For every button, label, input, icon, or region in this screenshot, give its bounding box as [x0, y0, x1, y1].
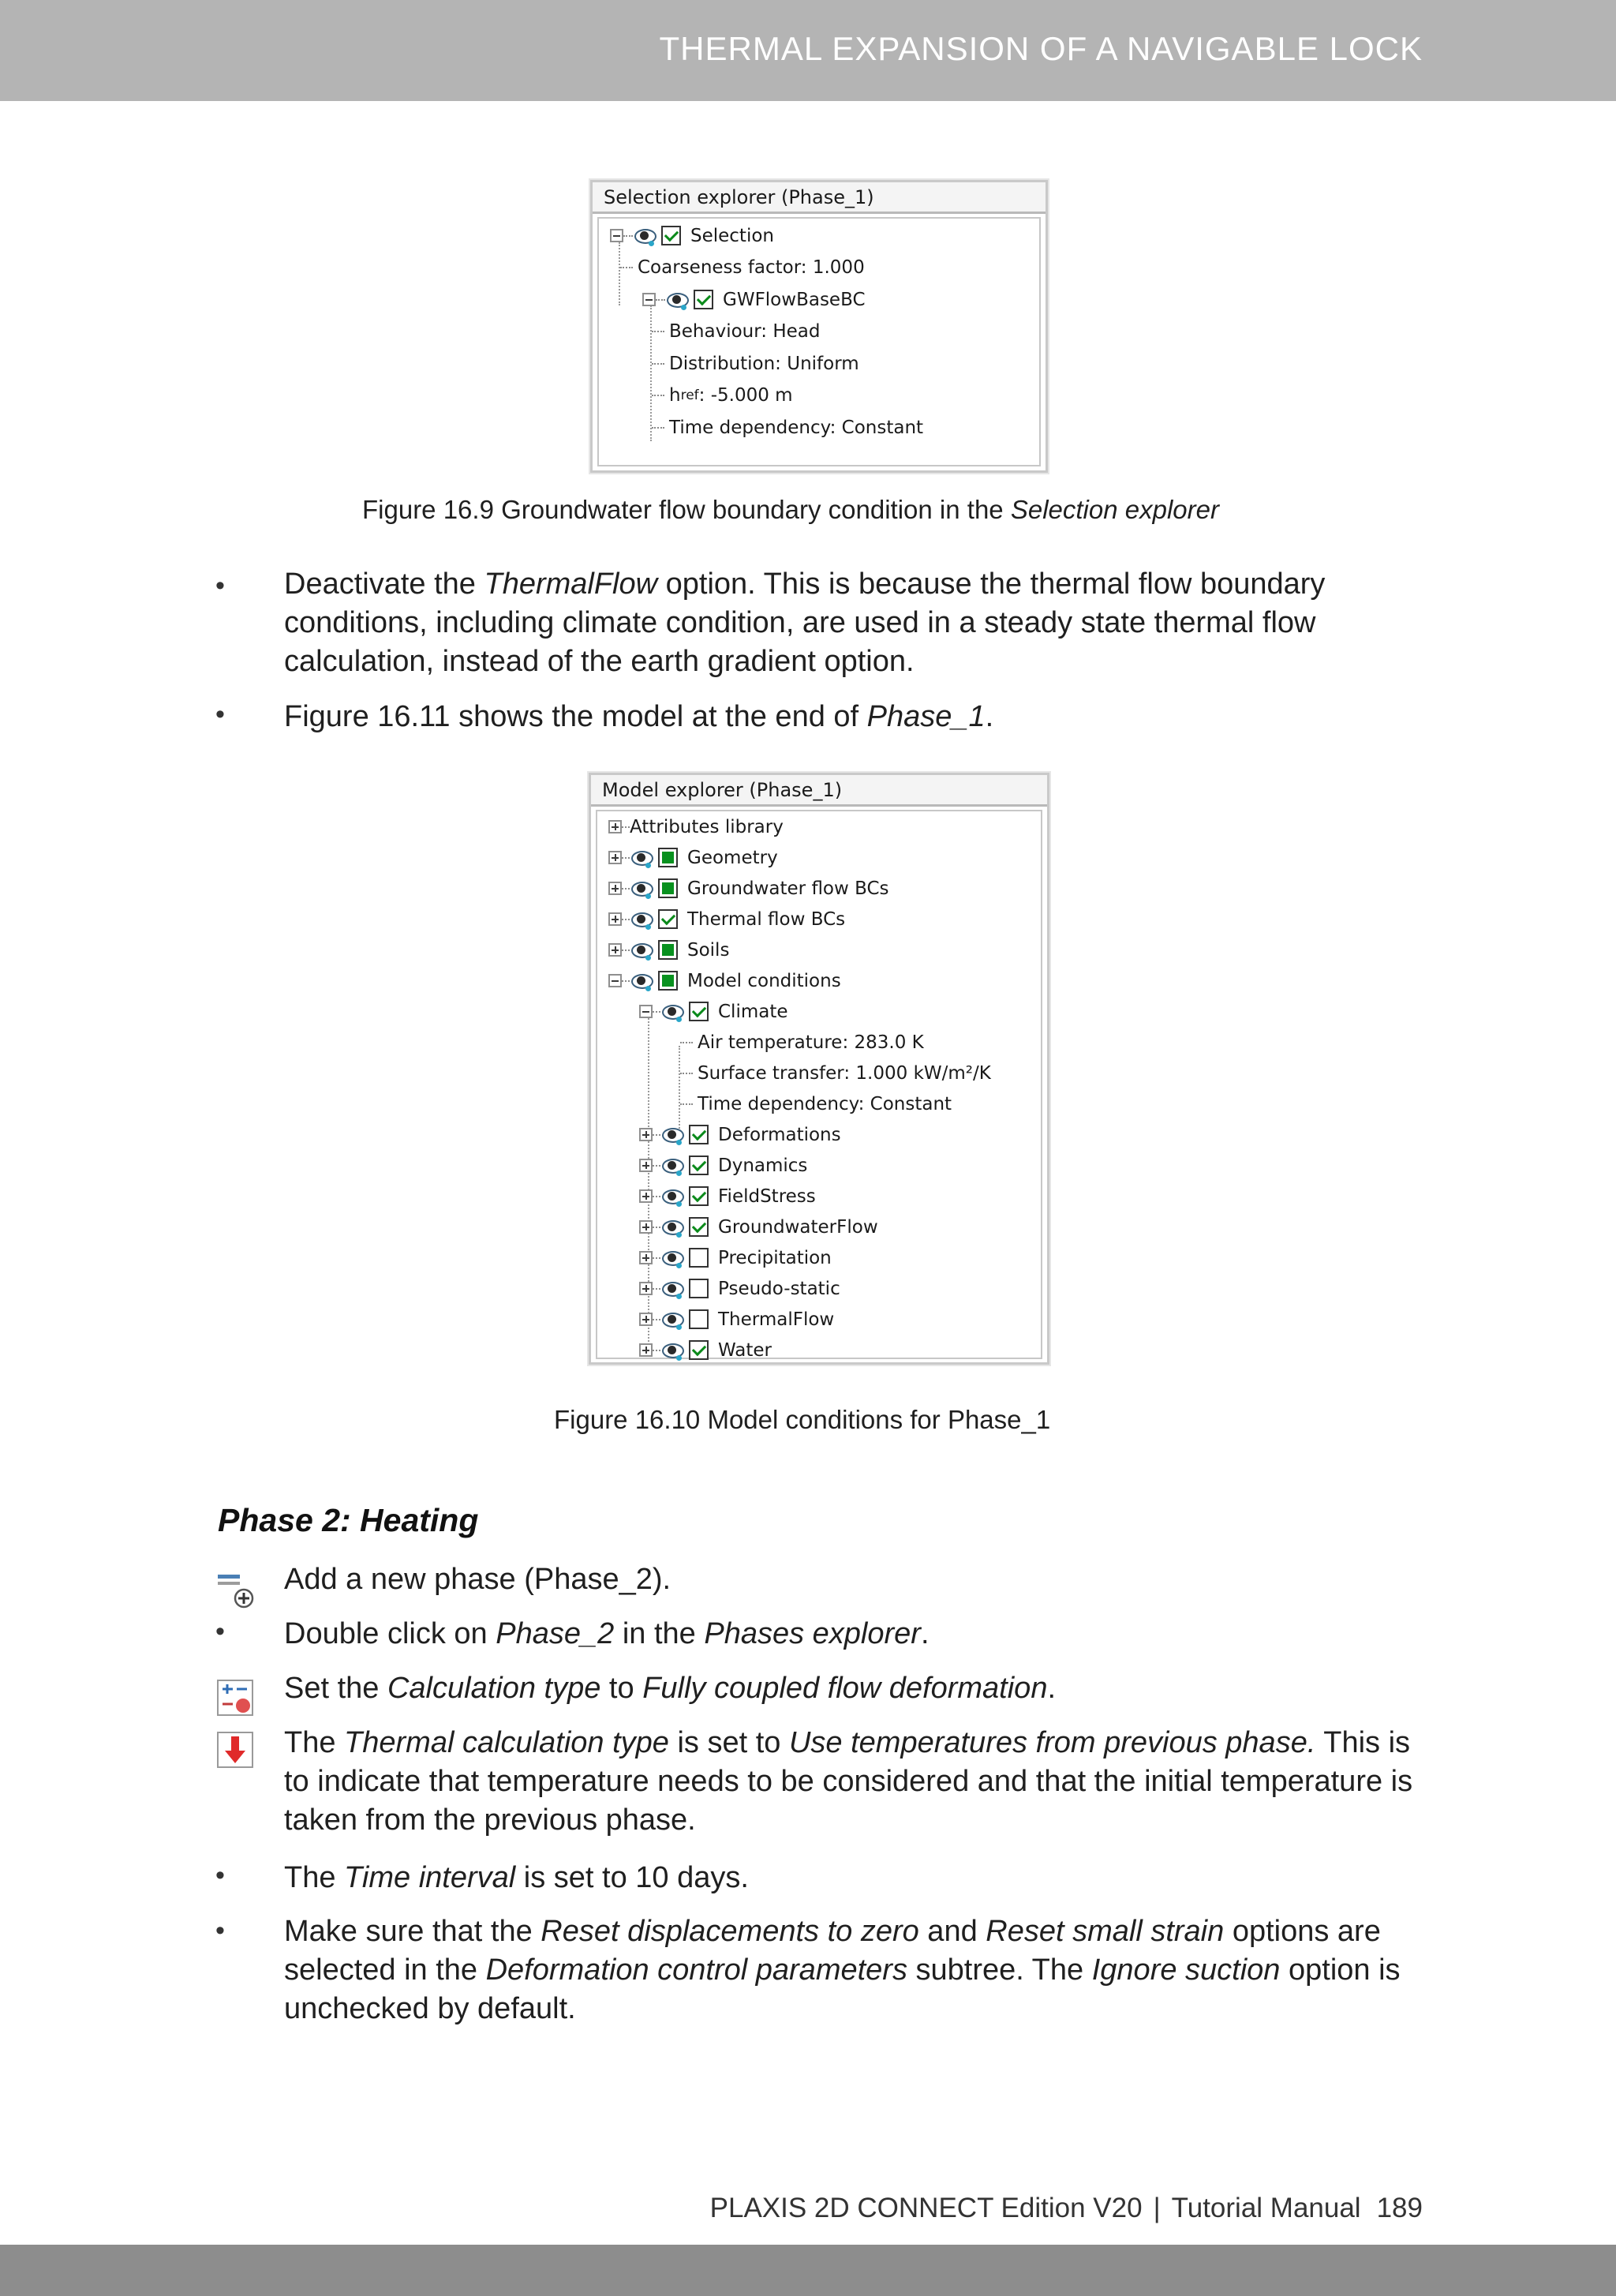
checkbox-checked[interactable] [694, 290, 713, 309]
expand-icon[interactable] [639, 1282, 653, 1295]
checkbox-unchecked[interactable] [689, 1309, 709, 1329]
collapse-icon[interactable] [642, 293, 656, 306]
expand-icon[interactable] [639, 1189, 653, 1203]
selection-explorer-title: Selection explorer (Phase_1) [593, 182, 1046, 214]
chapter-title: THERMAL EXPANSION OF A NAVIGABLE LOCK [659, 30, 1423, 67]
visibility-eye-icon[interactable] [660, 1249, 684, 1268]
tree-node-pseudo-static[interactable]: Pseudo-static [639, 1273, 840, 1304]
tree-node-model-conditions[interactable]: Model conditions [608, 965, 841, 996]
visibility-eye-icon[interactable] [660, 1310, 684, 1329]
checkbox-partial[interactable] [658, 848, 678, 867]
add-phase-icon [215, 1571, 255, 1610]
tree-node-groundwater-flow-bcs[interactable]: Groundwater flow BCs [608, 873, 889, 904]
checkbox-partial[interactable] [658, 878, 678, 898]
tree-leaf-time-dependency: Time dependency: Constant [680, 1088, 952, 1119]
paragraph-reset-options: Make sure that the Reset displacements to zero and Reset small strain options are selected in the Deformation control parameters subtree. The Ignore suction option is unchecked by default. [284, 1915, 1401, 2025]
footer-manual: Tutorial Manual [1171, 2193, 1361, 2223]
bullet-marker: • [215, 699, 225, 729]
calculation-type-icon [215, 1678, 255, 1717]
expand-icon[interactable] [608, 851, 622, 864]
bullet-marker: • [215, 1616, 225, 1646]
tree-node-dynamics[interactable]: Dynamics [639, 1150, 807, 1181]
tree-node-thermalflow[interactable]: ThermalFlow [639, 1304, 834, 1335]
expand-icon[interactable] [608, 943, 622, 957]
bullet-marker: • [215, 1916, 225, 1946]
tree-node-gwflowbasebc[interactable]: GWFlowBaseBC [642, 284, 866, 315]
paragraph-time-interval: The Time interval is set to 10 days. [284, 1861, 749, 1894]
collapse-icon[interactable] [639, 1005, 653, 1018]
visibility-eye-icon[interactable] [630, 848, 653, 867]
checkbox-checked[interactable] [689, 1155, 709, 1175]
visibility-eye-icon[interactable] [630, 972, 653, 991]
tree-node-geometry[interactable]: Geometry [608, 842, 778, 873]
section-heading: Phase 2: Heating [218, 1502, 479, 1538]
tree-node-precipitation[interactable]: Precipitation [639, 1242, 832, 1273]
selection-explorer-tree [597, 217, 1041, 466]
bullet-marker: • [215, 571, 225, 601]
visibility-eye-icon[interactable] [660, 1218, 684, 1237]
checkbox-checked[interactable] [689, 1125, 709, 1144]
visibility-eye-icon[interactable] [630, 941, 653, 960]
tree-node-deformations[interactable]: Deformations [639, 1119, 841, 1150]
footer-product: PLAXIS 2D CONNECT Edition V20 [709, 2193, 1143, 2223]
visibility-eye-icon[interactable] [630, 879, 653, 898]
tree-leaf-coarseness: Coarseness factor: 1.000 [620, 252, 865, 283]
visibility-eye-icon[interactable] [660, 1002, 684, 1021]
model-explorer-panel [589, 773, 1049, 1365]
paragraph-double-click: Double click on Phase_2 in the Phases explorer. [284, 1617, 930, 1650]
tree-node-selection[interactable]: Selection [610, 220, 774, 251]
checkbox-checked[interactable] [689, 1186, 709, 1206]
tree-node-attributes-library[interactable]: Attributes library [608, 811, 784, 842]
tree-leaf-href: h ref : -5.000 m [652, 380, 793, 410]
tree-node-climate[interactable]: Climate [639, 996, 788, 1027]
checkbox-unchecked[interactable] [689, 1248, 709, 1268]
footer-bar [0, 2245, 1616, 2296]
checkbox-checked[interactable] [661, 226, 681, 245]
tree-leaf-surface-transfer: Surface transfer: 1.000 kW/m²/K [680, 1058, 991, 1088]
paragraph-deactivate-thermalflow: Deactivate the ThermalFlow option. This is because the thermal flow boundary conditions, including climate condition, are used in a steady state thermal flow calculation, instead of the earth gradient option. [284, 567, 1326, 678]
footer-separator: | [1153, 2193, 1161, 2223]
tree-node-thermal-flow-bcs[interactable]: Thermal flow BCs [608, 904, 845, 935]
expand-icon[interactable] [639, 1313, 653, 1326]
thermal-calculation-icon [215, 1730, 255, 1770]
model-explorer-tree [596, 810, 1042, 1359]
figure-16-10-caption: Figure 16.10 Model conditions for Phase_1 [554, 1405, 1051, 1434]
visibility-eye-icon[interactable] [665, 290, 689, 309]
footer-text [710, 2193, 1423, 2224]
figure-16-9-caption: Figure 16.9 Groundwater flow boundary condition in the Selection explorer [362, 495, 1219, 524]
checkbox-checked[interactable] [689, 1217, 709, 1237]
visibility-eye-icon[interactable] [660, 1126, 684, 1144]
tree-node-water[interactable]: Water [639, 1335, 772, 1365]
expand-icon[interactable] [639, 1128, 653, 1141]
tree-node-soils[interactable]: Soils [608, 935, 729, 965]
checkbox-unchecked[interactable] [689, 1279, 709, 1298]
visibility-eye-icon[interactable] [660, 1156, 684, 1175]
tree-leaf-time-dependency: Time dependency: Constant [652, 412, 923, 443]
checkbox-partial[interactable] [658, 940, 678, 960]
model-explorer-title: Model explorer (Phase_1) [591, 775, 1047, 807]
expand-icon[interactable] [639, 1251, 653, 1264]
page-number: 189 [1376, 2193, 1423, 2223]
tree-node-groundwaterflow[interactable]: GroundwaterFlow [639, 1212, 878, 1242]
expand-icon[interactable] [608, 912, 622, 926]
bullet-marker: • [215, 1860, 225, 1890]
expand-icon[interactable] [608, 882, 622, 895]
paragraph-add-phase: Add a new phase (Phase_2). [284, 1563, 671, 1596]
checkbox-checked[interactable] [658, 909, 678, 929]
visibility-eye-icon[interactable] [660, 1187, 684, 1206]
expand-icon[interactable] [639, 1343, 653, 1357]
paragraph-calculation-type: Set the Calculation type to Fully coupled flow deformation. [284, 1672, 1057, 1705]
visibility-eye-icon[interactable] [630, 910, 653, 929]
tree-leaf-air-temperature: Air temperature: 283.0 K [680, 1027, 924, 1058]
visibility-eye-icon[interactable] [660, 1279, 684, 1298]
visibility-eye-icon[interactable] [660, 1341, 684, 1360]
selection-explorer-panel [590, 180, 1048, 473]
collapse-icon[interactable] [608, 974, 622, 987]
tree-leaf-distribution: Distribution: Uniform [652, 348, 859, 379]
checkbox-checked[interactable] [689, 1002, 709, 1021]
paragraph-thermal-calculation-type: The Thermal calculation type is set to Use temperatures from previous phase. This is to indicate that temperature needs to be considered and that the initial temperature is taken from the previous phase. [284, 1726, 1413, 1837]
expand-icon[interactable] [639, 1159, 653, 1172]
expand-icon[interactable] [639, 1220, 653, 1234]
expand-icon[interactable] [608, 820, 622, 833]
checkbox-partial[interactable] [658, 971, 678, 991]
visibility-eye-icon[interactable] [633, 227, 656, 245]
tree-node-fieldstress[interactable]: FieldStress [639, 1181, 816, 1212]
tree-leaf-behaviour: Behaviour: Head [652, 316, 821, 346]
collapse-icon[interactable] [610, 229, 623, 242]
paragraph-figure-reference: Figure 16.11 shows the model at the end of Phase_1. [284, 700, 994, 733]
checkbox-checked[interactable] [689, 1340, 709, 1360]
